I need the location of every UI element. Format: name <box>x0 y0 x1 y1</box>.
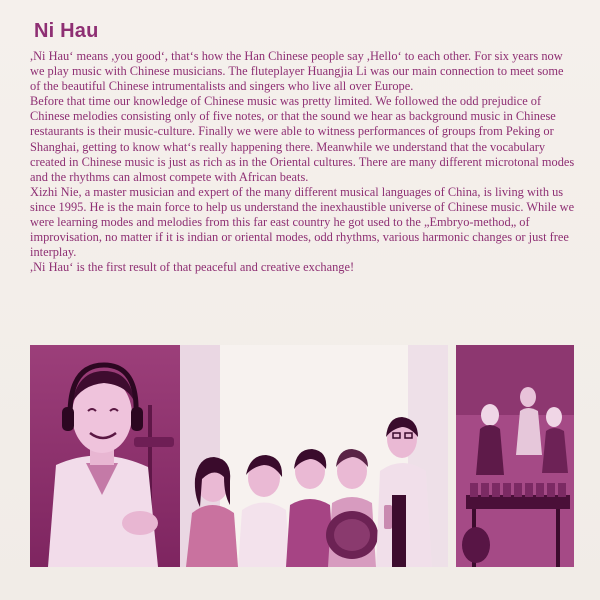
photo-strip <box>30 345 574 567</box>
paragraph-background: Before that time our knowledge of Chinese music was pretty limited. We followed the odd prejudice of Chinese melodies consisting only of five notes, or that the sound we hear as background music in Chinese restaurants is their music-culture. Finally we were able to witness performances of groups from Peking or Shanghai, getting to know what‘s really happening there. Meanwhile we understand that the vocabulary created in Chinese music is just as rich as in the Oriental cultures. There are many different microtonal modes and the rhythms can almost compete with African beats. <box>30 94 575 184</box>
paragraph-intro: ,Ni Hau‘ means ,you good‘, that‘s how the Han Chinese people say ,Hello‘ to each other. For six years now we play music with Chinese musicians. The fluteplayer Huangjia Li was our main connection to meet some of the beautiful Chinese intrumentalists and singers who live all over Europe. <box>30 49 564 94</box>
paragraph-closing: ,Ni Hau‘ is the first result of that peaceful and creative exchange! <box>30 260 355 275</box>
stage-photo <box>456 345 574 567</box>
portrait-photo <box>30 345 180 567</box>
body-text <box>30 49 575 275</box>
group-photo <box>180 345 448 567</box>
paragraph-xizhi-nie: Xizhi Nie, a master musician and expert of the many different musical languages of China, is living with us since 1995. He is the main force to help us understand the inexhaustible universe of Chinese music. While we were learning modes and melodies from this far east country he got used to the „Embryo-method„ of improvisation, no matter if it is indian or oriental modes, odd rhythms, various harmonic changes or just free interplay. <box>30 184 575 260</box>
page-title: Ni Hau <box>34 20 99 42</box>
